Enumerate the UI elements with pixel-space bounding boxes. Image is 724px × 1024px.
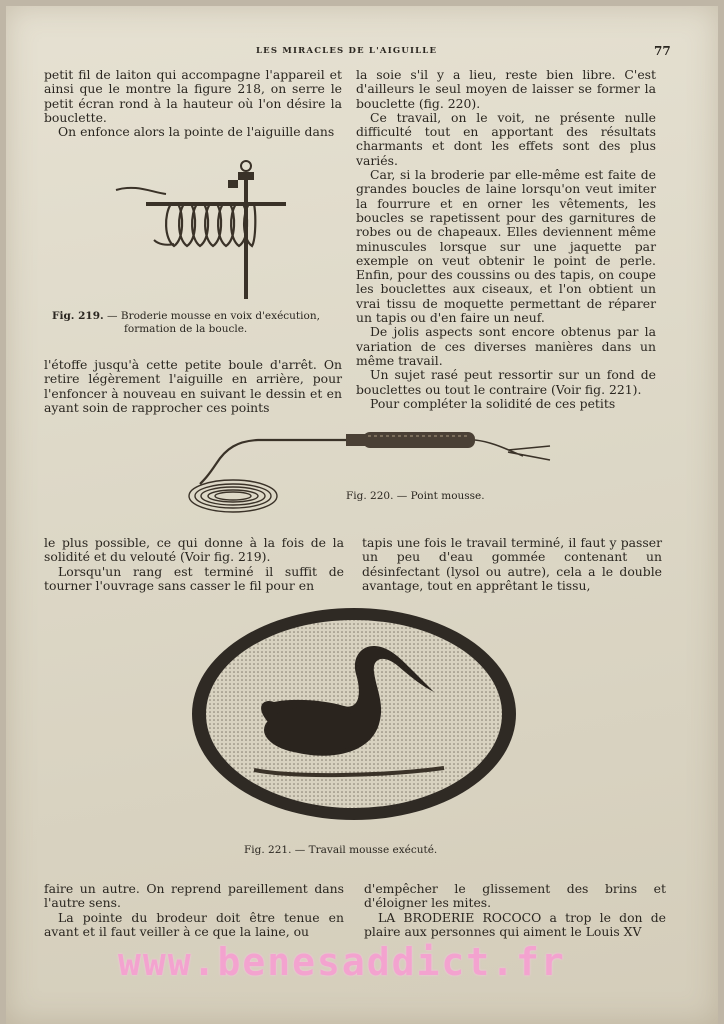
fig-221-swan-medallion [184,602,524,832]
fig-219-illustration [106,154,296,304]
website-watermark: www.benesaddict.fr [118,940,566,984]
paragraph: faire un autre. On reprend pareillement dans l'autre sens. [44,881,344,911]
paragraph: d'empêcher le glissement des brins et d'éloigner les mites. [364,881,666,911]
fig-221-caption [244,844,504,857]
paragraph: l'étoffe jusqu'à cette petite boule d'arrêt. On retire légèrement l'aiguille en arrière, pour l'enfoncer à nouveau en suivant le dessin et en ayant soin de rapprocher ces points [44,357,342,415]
fig-220-illustration [178,424,558,524]
paragraph: tapis une fois le travail terminé, il faut y passer un peu d'eau gommée contenant un désinfectant (lysol ou autre), cela a le double avantage, tout en apprêtant le tissu, [362,535,662,593]
caption-text: formation de la boucle. [124,323,248,335]
paragraph: La pointe du brodeur doit être tenue en avant et il faut veiller à ce que la laine, ou [44,909,344,939]
caption-label: Fig. 221. [244,844,292,856]
caption-text: — Travail mousse exécuté. [294,844,438,856]
running-title: LES MIRACLES DE L'AIGUILLE [256,46,438,56]
page-number: 77 [654,44,671,58]
fig-220-caption [346,490,546,503]
caption-label: Fig. 219. [52,310,104,322]
text-block-left-1 [44,68,342,139]
paragraph: Car, si la broderie par elle-même est faite de grandes boucles de laine lorsqu'on veut imiter la fourrure et en orner les vêtements, les boucles se rapetissent pour des garnitures de robes ou de chapeaux. Elles deviennent même minuscules lorsque sur une jaquette par exemple on veut obtenir le point de perle. Enfin, pour des coussins ou des tapis, on coupe les bouclettes aux ciseaux, et l'on obtient un vrai tissu de moquette permettant de réparer un tapis ou d'en faire un neuf. [356,167,656,326]
text-block-right-1 [356,68,656,411]
paragraph: la soie s'il y a lieu, reste bien libre. C'est d'ailleurs le seul moyen de laisser se former la bouclette (fig. 220). [356,67,656,111]
paragraph: On enfonce alors la pointe de l'aiguille dans [58,124,335,140]
text-block-left-2 [44,358,342,415]
paragraph: Ce travail, on le voit, ne présente nulle difficulté tout en apportant des résultats charmants et dont les effets sont des plus variés. [356,109,656,168]
text-block-left-4 [44,882,344,939]
text-block-right-4 [364,882,666,939]
text-block-right-3 [362,536,662,593]
paragraph: LA BRODERIE ROCOCO a trop le don de plaire aux personnes qui aiment le Louis XV [364,909,666,939]
paragraph: Lorsqu'un rang est terminé il suffit de tourner l'ouvrage sans casser le fil pour en [44,563,344,593]
book-page [6,6,718,1024]
text-block-left-3 [44,536,344,593]
paragraph: le plus possible, ce qui donne à la fois de la solidité et du velouté (Voir fig. 219). [44,535,344,565]
paragraph: Pour compléter la solidité de ces petits [370,395,616,411]
paragraph: De jolis aspects sont encore obtenus par la variation de ces diverses manières dans un même travail. [356,324,656,368]
fig-219-caption [52,310,352,336]
caption-label: Fig. 220. [346,490,394,502]
caption-text: — Point mousse. [396,490,485,502]
paragraph: Un sujet rasé peut ressortir sur un fond de bouclettes ou tout le contraire (Voir fig. 221). [356,367,656,397]
caption-text: — Broderie mousse en voix d'exécution, [107,310,320,322]
paragraph: petit fil de laiton qui accompagne l'appareil et ainsi que le montre la figure 218, on serre le petit écran rond à la hauteur où l'on désire la bouclette. [44,67,342,125]
